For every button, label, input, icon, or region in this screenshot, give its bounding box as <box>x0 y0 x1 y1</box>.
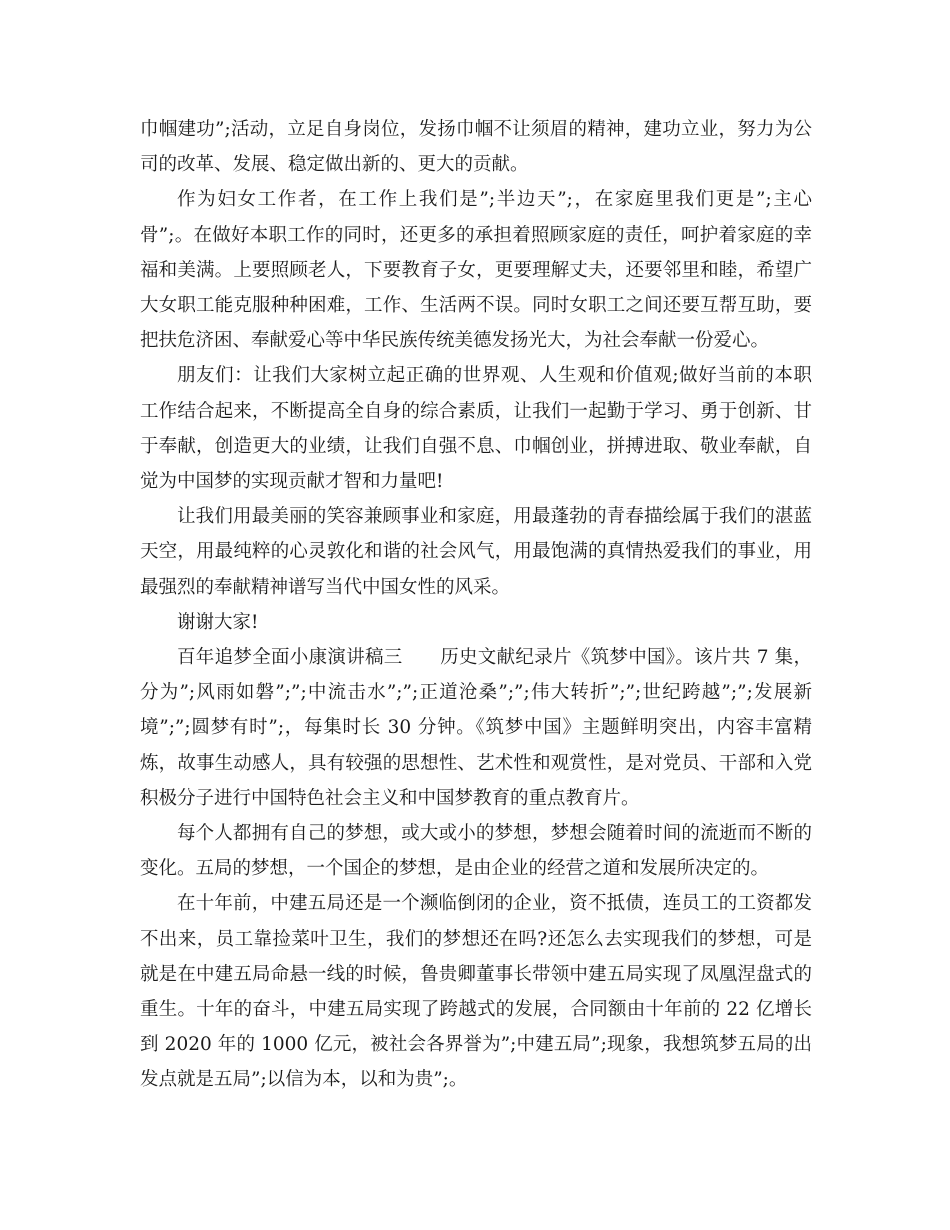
paragraph-speech-three: 百年追梦全面小康演讲稿三 历史文献纪录片《筑梦中国》。该片共 7 集，分为”;风雨如磐”;”;中流击水”;”;正道沧桑”;”;伟大转折”;”;世纪跨越”;”;发展新境”;”;圆梦有时”;，每集时长 30 分钟。《筑梦中国》主题鲜明突出，内容丰富精炼，故事生动感人，具有较强的思想性、艺术性和观赏性，是对党员、干部和入党积极分子进行中国特色社会主义和中国梦教育的重点教育片。 <box>140 647 812 809</box>
paragraph-women-workers: 作为妇女工作者，在工作上我们是”;半边天”;，在家庭里我们更是”;主心骨”;。在做好本职工作的同时，还更多的承担着照顾家庭的责任，呵护着家庭的幸福和美满。上要照顾老人，下要教育子女，更要理解丈夫，还要邻里和睦，希望广大女职工能克服种种困难，工作、生活两不误。同时女职工之间还要互帮互助，要把扶危济困、奉献爱心等中华民族传统美德发扬光大，为社会奉献一份爱心。 <box>140 189 812 352</box>
paragraph-let-us: 让我们用最美丽的笑容兼顾事业和家庭，用最蓬勃的青春描绘属于我们的湛蓝天空，用最纯粹的心灵敦化和谐的社会风气，用最饱满的真情热爱我们的事业，用最强烈的奉献精神谱写当代中国女性的风采。 <box>140 506 812 598</box>
paragraph-continuation: 巾帼建功”;活动，立足自身岗位，发扬巾帼不让须眉的精神，建功立业，努力为公司的改革、发展、稳定做出新的、更大的贡献。 <box>140 119 812 176</box>
document-body <box>140 112 812 1098</box>
paragraph-thanks: 谢谢大家! <box>177 611 259 633</box>
paragraph-dreams: 每个人都拥有自己的梦想，或大或小的梦想，梦想会随着时间的流逝而不断的变化。五局的梦想，一个国企的梦想，是由企业的经营之道和发展所决定的。 <box>140 823 812 880</box>
paragraph-friends: 朋友们：让我们大家树立起正确的世界观、人生观和价值观;做好当前的本职工作结合起来，不断提高全自身的综合素质，让我们一起勤于学习、勇于创新、甘于奉献，创造更大的业绩，让我们自强不息、巾帼创业，拼搏进取、敬业奉献，自觉为中国梦的实现贡献才智和力量吧! <box>140 365 812 493</box>
paragraph-ten-years-ago: 在十年前，中建五局还是一个濒临倒闭的企业，资不抵债，连员工的工资都发不出来，员工靠捡菜叶卫生，我们的梦想还在吗?还怎么去实现我们的梦想，可是就是在中建五局命悬一线的时候，鲁贵卿董事长带领中建五局实现了凤凰涅盘式的重生。十年的奋斗，中建五局实现了跨越式的发展，合同额由十年前的 22 亿增长到 2020 年的 1000 亿元，被社会各界誉为”;中建五局”;现象，我想筑梦五局的出发点就是五局”;以信为本，以和为贵”;。 <box>140 893 812 1091</box>
